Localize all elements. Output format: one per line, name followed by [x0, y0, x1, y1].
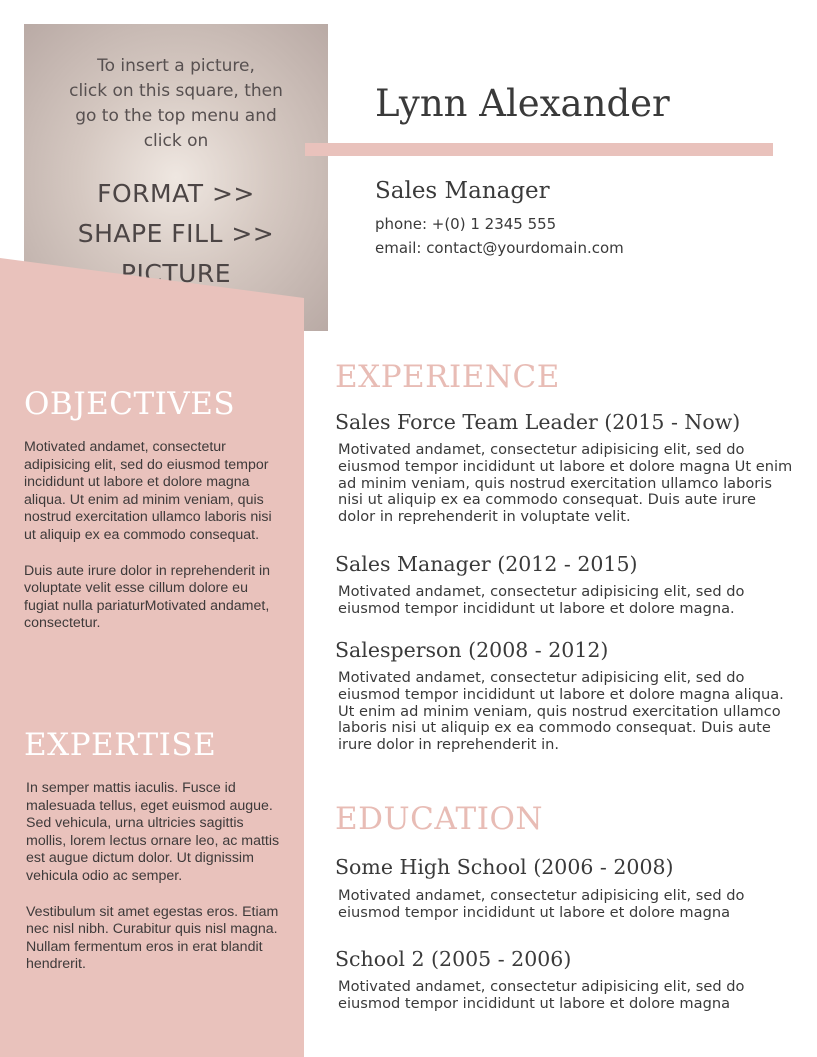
education-item-description: Motivated andamet, consectetur adipisicing elit, sed do eiusmod tempor incididunt ut labore et dolore magna: [338, 978, 745, 1012]
experience-item-title: Sales Manager (2012 - 2015): [335, 552, 638, 576]
education-item-title: School 2 (2005 - 2006): [335, 947, 572, 971]
photo-command-line: SHAPE FILL >>: [77, 219, 275, 248]
experience-item-title: Sales Force Team Leader (2015 - Now): [335, 410, 741, 434]
expertise-paragraph: Vestibulum sit amet egestas eros. Etiam nec nisl nibh. Curabitur quis nisl magna. Nullam fermentum eros in erat blandit hendrerit.: [26, 903, 279, 973]
objectives-heading: OBJECTIVES: [24, 386, 236, 422]
objectives-paragraph: Duis aute irure dolor in reprehenderit in voluptate velit esse cillum dolore eu fugiat nulla pariaturMotivated andamet, consectetur.: [24, 562, 271, 632]
photo-hint-line: To insert a picture,: [97, 56, 255, 76]
photo-instructions: [24, 54, 328, 154]
objectives-paragraph: Motivated andamet, consectetur adipisicing elit, sed do eiusmod tempor incididunt ut labore et dolore magna aliqua. Ut enim ad minim veniam, quis nostrud exercitation ullamco laboris nisi ut aliquip ex ea commodo consequat.: [24, 439, 272, 543]
expertise-paragraph: In semper mattis iaculis. Fusce id malesuada tellus, eget euismod augue. Sed vehicula, urna ultricies sagittis mollis, lorem lectus ornare leo, ac mattis est augue dictum dolor. Ut dignissim vehicula odio ac semper.: [26, 780, 280, 884]
email-text: email: contact@yourdomain.com: [375, 239, 624, 257]
education-item-title: Some High School (2006 - 2008): [335, 855, 674, 879]
experience-item-title: Salesperson (2008 - 2012): [335, 638, 609, 662]
photo-hint-line: click on: [143, 131, 209, 151]
objectives-text: [24, 439, 282, 651]
experience-item-description: Motivated andamet, consectetur adipisicing elit, sed do eiusmod tempor incididunt ut labore et dolore magna aliqua. Ut enim ad minim veniam, quis nostrud exercitation ullamco laboris nisi ut aliquip ex ea commodo consequat. Duis aute irure dolor in reprehenderit in.: [338, 669, 784, 754]
photo-command-line: PICTURE: [120, 259, 232, 288]
phone-text: phone: +(0) 1 2345 555: [375, 215, 557, 233]
name-underline: [305, 143, 773, 156]
photo-hint-line: go to the top menu and: [75, 106, 277, 126]
photo-hint-line: click on this square, then: [69, 81, 283, 101]
expertise-text: [26, 780, 284, 992]
experience-heading: EXPERIENCE: [335, 359, 560, 395]
education-item-description: Motivated andamet, consectetur adipisicing elit, sed do eiusmod tempor incididunt ut labore et dolore magna: [338, 887, 745, 921]
candidate-name: Lynn Alexander: [375, 82, 670, 125]
expertise-heading: EXPERTISE: [24, 727, 217, 763]
education-heading: EDUCATION: [335, 801, 543, 837]
job-title: Sales Manager: [375, 178, 550, 204]
photo-command-line: FORMAT >>: [97, 179, 255, 208]
experience-item-description: Motivated andamet, consectetur adipisicing elit, sed do eiusmod tempor incididunt ut labore et dolore magna.: [338, 583, 745, 617]
experience-item-description: Motivated andamet, consectetur adipisicing elit, sed do eiusmod tempor incididunt ut labore et dolore magna Ut enim ad minim veniam, quis nostrud exercitation ullamco laboris nisi ut aliquip ex ea commodo consequat. Duis aute irure dolor in reprehenderit in voluptate velit.: [338, 441, 793, 526]
